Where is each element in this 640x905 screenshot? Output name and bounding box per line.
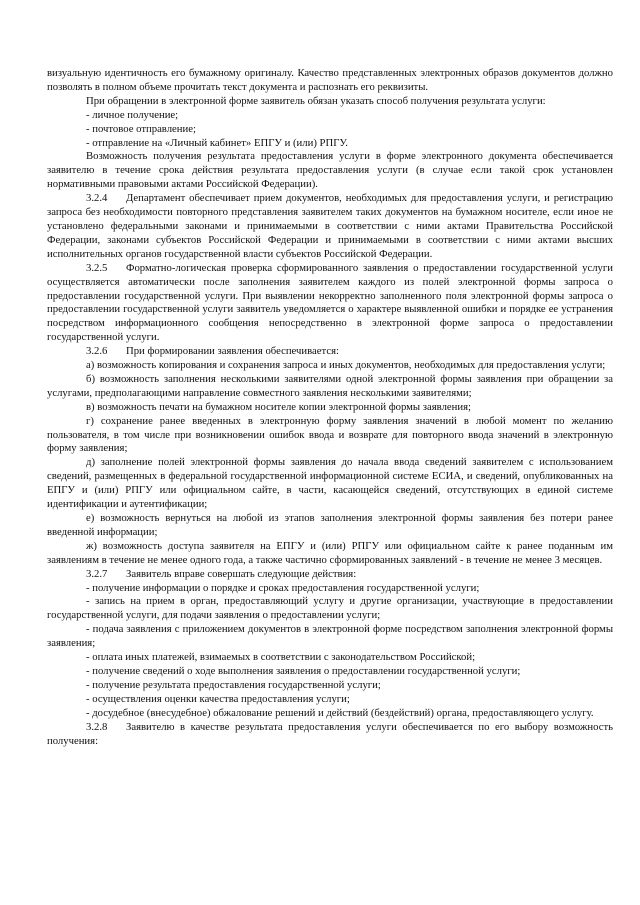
list-item: - оплата иных платежей, взимаемых в соответствии с законодательством Российской; xyxy=(86,651,476,664)
section-text: Форматно-логическая проверка сформированного заявления о предоставлении государственной услуги осуществляется автоматически после заполнения заявителем каждого из полей электронной формы запроса о предоставлении государственной услуги. При выявлении некорректно заполненного поля электронной формы запроса о предоставлении государственной услуги заявитель уведомляется о характере выявленной ошибки и порядке ее устранения посредством информационного сообщения непосредственно в электронной форме запроса о предоставлении государственной услуги. xyxy=(47,261,613,344)
list-item: - получение результата предоставления государственной услуги; xyxy=(86,678,381,691)
list-item: - личное получение; xyxy=(86,108,179,121)
list-item: - отправление на «Личный кабинет» ЕПГУ и (или) РПГУ. xyxy=(86,136,348,149)
list-item: - запись на прием в орган, предоставляющий услугу и другие организации, участвующие в предоставлении государственной услуги, для подачи заявления о предоставлении услуги; xyxy=(47,595,613,622)
section-number: 3.2.8 xyxy=(86,720,108,733)
section-number: 3.2.7 xyxy=(86,567,108,580)
section-text: Заявитель вправе совершать следующие действия: xyxy=(126,567,357,580)
section-text: При формировании заявления обеспечивается: xyxy=(126,345,339,358)
section-number: 3.2.6 xyxy=(86,345,108,358)
section-number: 3.2.4 xyxy=(86,192,108,205)
paragraph: визуальную идентичность его бумажному оригиналу. Качество представленных электронных образов документов должно позволять в полном объеме прочитать текст документа и распознать его реквизиты. xyxy=(47,67,613,93)
list-item: в) возможность печати на бумажном носителе копии электронной формы заявления; xyxy=(86,400,471,413)
section-text: Департамент обеспечивает прием документов, необходимых для предоставления услуги, и регистрацию запроса без необходимости повторного представления заявителем таких документов на бумажном носителе, если иное не установлено федеральными законами и принимаемыми в соответствии с ними актами Правительства Российской Федерации, законами субъектов Российской Федерации и принимаемыми в соответствии с ними актами высших исполнительных органов государственной власти субъектов Российской Федерации. xyxy=(47,192,613,260)
paragraph: При обращении в электронной форме заявитель обязан указать способ получения результата услуги: xyxy=(86,94,546,107)
section-text: Заявителю в качестве результата предоставления услуги обеспечивается по его выбору возможность получения: xyxy=(47,720,613,747)
section-number: 3.2.5 xyxy=(86,261,108,274)
list-item: а) возможность копирования и сохранения запроса и иных документов, необходимых для предоставления услуги; xyxy=(86,359,606,372)
list-item: ж) возможность доступа заявителя на ЕПГУ и (или) РПГУ или официальном сайте к ранее поданным им заявлениям в течение не менее одного года, а также частично сформированных заявлений - в течение не менее 3 месяцев. xyxy=(47,539,613,566)
section-paragraph xyxy=(47,568,613,582)
list-item: д) заполнение полей электронной формы заявления до начала ввода сведений заявителем с использованием сведений, размещенных в федеральной государственной информационной системе ЕСИА, и сведений, опубликованных на ЕПГУ и (или) РПГУ или официальном сайте, в части, касающейся сведений, отсутствующих в единой системе идентификации и аутентификации; xyxy=(47,456,613,511)
list-item: - получение сведений о ходе выполнения заявления о предоставлении государственной услуги; xyxy=(86,664,521,677)
list-item: - осуществления оценки качества предоставления услуги; xyxy=(86,692,350,705)
section-paragraph xyxy=(47,192,613,262)
paragraph: Возможность получения результата предоставления услуги в форме электронного документа обеспечивается заявителю в течение срока действия результата предоставления услуги (в случае если такой срок установлен нормативными правовыми актами Российской Федерации). xyxy=(47,150,613,191)
section-paragraph xyxy=(47,345,613,359)
list-item: - подача заявления с приложением документов в электронной форме посредством заполнения электронной формы заявления; xyxy=(47,623,613,650)
list-item: - досудебное (внесудебное) обжалование решений и действий (бездействий) органа, предоставляющего услугу. xyxy=(86,706,594,719)
section-paragraph xyxy=(47,262,613,345)
list-item: е) возможность вернуться на любой из этапов заполнения электронной формы заявления без потери ранее введенной информации; xyxy=(47,512,613,538)
section-paragraph xyxy=(47,721,613,749)
list-item: г) сохранение ранее введенных в электронную форму заявления значений в любой момент по желанию пользователя, в том числе при возникновении ошибок ввода и возврате для повторного ввода значений в электронную форму заявления; xyxy=(47,414,613,455)
list-item: б) возможность заполнения несколькими заявителями одной электронной формы заявления при обращении за услугами, предполагающими направление совместного заявления несколькими заявителями; xyxy=(47,372,613,399)
list-item: - получение информации о порядке и сроках предоставления государственной услуги; xyxy=(86,581,480,594)
list-item: - почтовое отправление; xyxy=(86,122,196,135)
